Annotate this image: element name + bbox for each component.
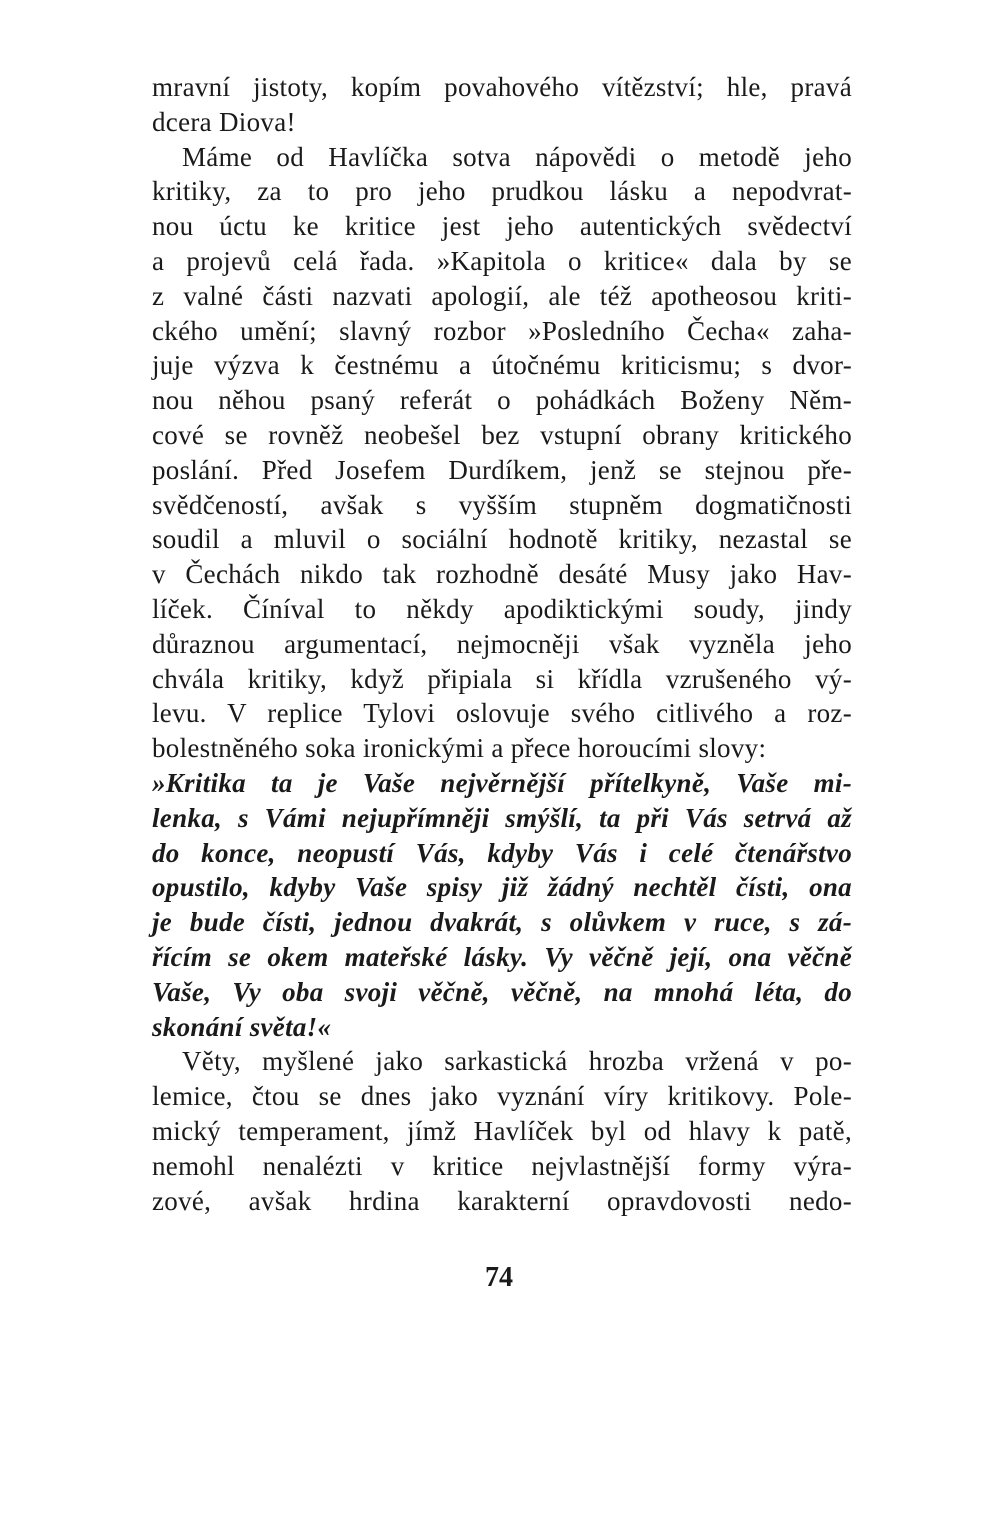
block-quote [152,766,852,1044]
text-line: v Čechách nikdo tak rozhodně desáté Musy jako Hav- [152,559,852,590]
text-line: líček. Číníval to někdy apodiktickými soudy, jindy [152,593,852,624]
text-line: soudil a mluvil o sociální hodnotě kritiky, nezastal se [152,524,852,555]
text-line: Věty, myšlené jako sarkastická hrozba vržená v po- [182,1046,852,1077]
text-line: bolestněného soka ironickými a přece horoucími slovy: [152,733,767,764]
quote-line: lenka, s Vámi nejupřímněji smýšlí, ta při Vás setrvá až [152,802,852,833]
page-number: 74 [485,1262,513,1293]
text-line: nou úctu ke kritice jest jeho autentických svědectví [152,211,852,242]
quote-line: skonání světa!« [152,1011,332,1042]
quote-line: opustilo, kdyby Vaše spisy již žádný nechtěl čísti, ona [152,872,852,903]
quote-line: do konce, neopustí Vás, kdyby Vás i celé čtenářstvo [152,837,852,868]
text-line: lemice, čtou se dnes jako vyznání víry kritikovy. Pole- [152,1081,852,1112]
text-line: chvála kritiky, když připiala si křídla vzrušeného vý- [152,663,852,694]
text-line: kritiky, za to pro jeho prudkou lásku a nepodvrat- [152,176,852,207]
text-line: z valné části nazvati apologií, ale též apotheosou kriti- [152,280,852,311]
text-line: důraznou argumentací, nejmocněji však vyzněla jeho [152,628,852,659]
text-line: svědčeností, avšak s vyšším stupněm dogmatičnosti [152,489,852,520]
paragraph-2 [152,140,852,766]
quote-line: Vaše, Vy oba svoji věčně, věčně, na mnohá léta, do [152,976,852,1007]
text-line: levu. V replice Tylovi oslovuje svého citlivého a roz- [152,698,852,729]
text-line: Máme od Havlíčka sotva nápovědi o metodě jeho [182,141,852,172]
text-line: nou něhou psaný referát o pohádkách Boženy Něm- [152,385,852,416]
text-line: juje výzva k čestnému a útočnému kriticismu; s dvor- [152,350,852,381]
quote-line: »Kritika ta je Vaše nejvěrnější přítelkyně, Vaše mi- [152,767,852,798]
text-line: zové, avšak hrdina karakterní opravdovosti nedo- [152,1185,852,1216]
text-line: nemohl nenalézti v kritice nejvlastnější formy výra- [152,1150,852,1181]
paragraph-1 [152,70,852,140]
text-line: dcera Diova! [152,106,296,137]
text-line: ckého umění; slavný rozbor »Posledního Čecha« zaha- [152,315,852,346]
text-line: cové se rovněž neobešel bez vstupní obrany kritického [152,419,852,450]
quote-line: je bude čísti, jednou dvakrát, s olůvkem v ruce, s zá- [152,907,852,938]
text-line: a projevů celá řada. »Kapitola o kritice« dala by se [152,245,852,276]
quote-line: řícím se okem mateřské lásky. Vy věčně její, ona věčně [152,941,852,972]
book-page-text [152,70,852,1218]
text-line: poslání. Před Josefem Durdíkem, jenž se stejnou pře- [152,454,852,485]
text-line: mravní jistoty, kopím povahového vítězství; hle, pravá [152,72,852,102]
text-line: mický temperament, jímž Havlíček byl od hlavy k patě, [152,1115,852,1146]
paragraph-3 [152,1044,852,1218]
